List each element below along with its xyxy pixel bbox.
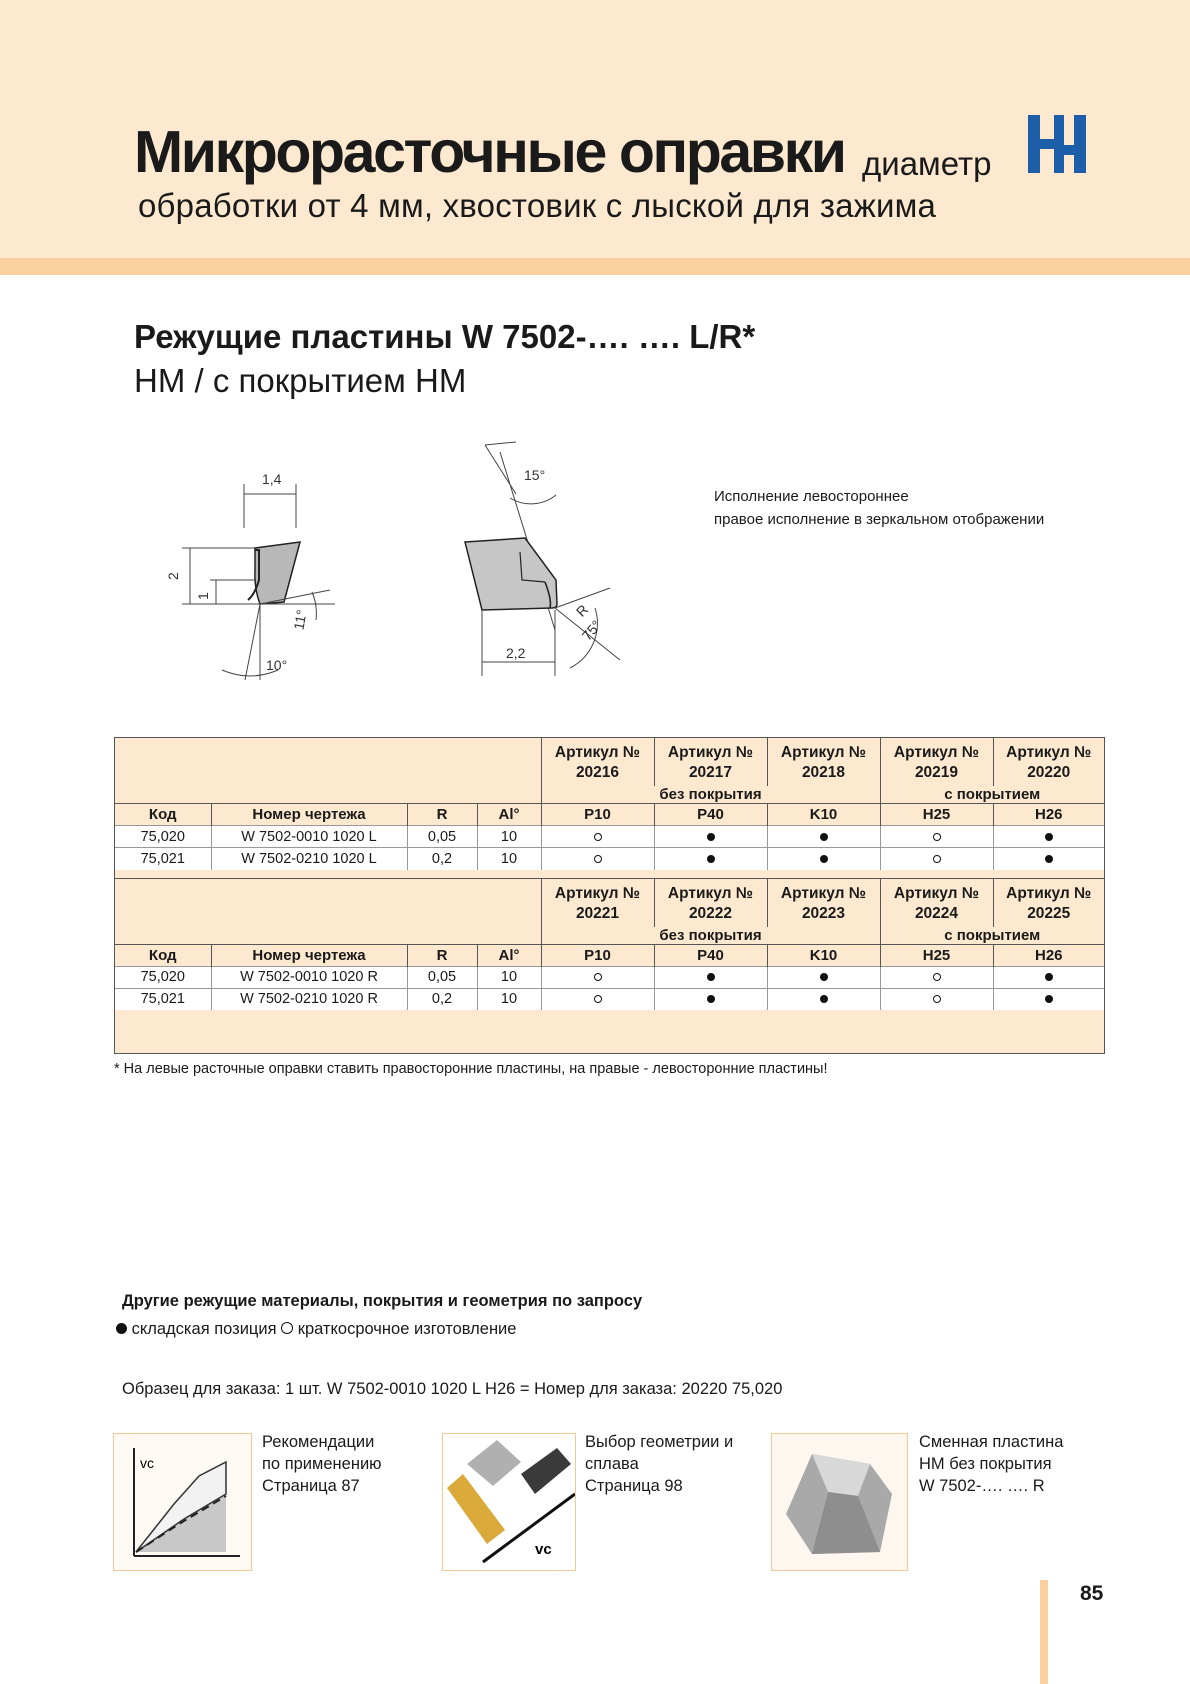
inserts-table-block-left: [115, 738, 1104, 870]
short-term-mark: [594, 973, 602, 981]
col-p40: P40: [654, 944, 767, 966]
short-term-mark: [594, 855, 602, 863]
dim-width-label: 1,4: [262, 471, 282, 487]
col-p10: P10: [541, 944, 654, 966]
table-row: 75,021 W 7502-0210 1020 L 0,2 10: [115, 848, 1104, 870]
col-r: R: [407, 804, 477, 826]
article-header: Артикул № 20218: [767, 738, 880, 786]
stock-mark: [1045, 855, 1053, 863]
col-k10: K10: [767, 804, 880, 826]
reference-recommendations[interactable]: Рекомендации по применению Страница 87: [262, 1433, 382, 1495]
page-title-suffix: диаметр: [862, 145, 992, 182]
article-header: Артикул № 20221: [541, 879, 654, 927]
stock-mark: [820, 833, 828, 841]
orientation-note: Исполнение левостороннее: [714, 488, 909, 505]
group-uncoated: без покрытия: [541, 927, 880, 945]
group-uncoated: без покрытия: [541, 786, 880, 804]
col-al: Al°: [477, 944, 541, 966]
brand-logo-icon: [1028, 115, 1086, 173]
article-header: Артикул № 20216: [541, 738, 654, 786]
dim-radius-label: R: [572, 601, 592, 620]
short-term-mark: [594, 995, 602, 1003]
stock-legend-icon: [116, 1323, 127, 1334]
stock-mark: [707, 995, 715, 1003]
header-divider-strip: [0, 258, 1190, 275]
dim-angle-75-label: 75°: [578, 617, 605, 644]
inserts-table: [114, 737, 1105, 1054]
dim-angle-11-label: 11°: [290, 608, 310, 632]
table-row: 75,020 W 7502-0010 1020 L 0,05 10: [115, 826, 1104, 848]
table-row: 75,021 W 7502-0210 1020 R 0,2 10: [115, 988, 1104, 1010]
short-term-mark: [933, 855, 941, 863]
col-h26: H26: [993, 944, 1104, 966]
reference-replaceable-insert[interactable]: Сменная пластина HM без покрытия W 7502-…. …. R: [919, 1433, 1064, 1495]
group-coated: с покрытием: [880, 786, 1104, 804]
short-term-mark: [594, 833, 602, 841]
article-header: Артикул № 20220: [993, 738, 1104, 786]
dim-angle-15-label: 15°: [524, 467, 546, 483]
article-header: Артикул № 20225: [993, 879, 1104, 927]
other-materials-note: Другие режущие материалы, покрытия и геометрия по запросу: [122, 1292, 643, 1310]
col-h26: H26: [993, 804, 1104, 826]
mirror-note: правое исполнение в зеркальном отображении: [714, 511, 1045, 528]
article-header: Артикул № 20223: [767, 879, 880, 927]
col-code: Код: [115, 944, 211, 966]
legend-short-term-label: краткосрочное изготовление: [297, 1320, 517, 1338]
insert-side-view-drawing: [160, 470, 345, 685]
stock-mark: [707, 973, 715, 981]
col-code: Код: [115, 804, 211, 826]
dim-length-label: 2,2: [506, 645, 526, 661]
article-header: Артикул № 20222: [654, 879, 767, 927]
vc-axis-label: vc: [140, 1455, 154, 1471]
legend: [116, 1320, 516, 1339]
col-p10: P10: [541, 804, 654, 826]
page-number-bar: [1040, 1580, 1048, 1684]
stock-mark: [820, 855, 828, 863]
reference-geometry[interactable]: Выбор геометрии и сплава Страница 98: [585, 1433, 734, 1495]
col-drawing: Номер чертежа: [211, 944, 407, 966]
short-term-legend-icon: [281, 1322, 293, 1334]
stock-mark: [820, 973, 828, 981]
col-drawing: Номер чертежа: [211, 804, 407, 826]
legend-stock-label: складская позиция: [131, 1320, 277, 1338]
stock-mark: [707, 855, 715, 863]
article-header: Артикул № 20219: [880, 738, 993, 786]
insert-photo-thumbnail: [771, 1433, 908, 1571]
short-term-mark: [933, 973, 941, 981]
vc-label: vc: [535, 1541, 552, 1558]
short-term-mark: [933, 833, 941, 841]
col-r: R: [407, 944, 477, 966]
dim-angle-10-label: 10°: [266, 657, 288, 673]
stock-mark: [707, 833, 715, 841]
inserts-table-block-right: [115, 878, 1104, 1010]
geometry-selection-thumbnail: [442, 1433, 576, 1571]
stock-mark: [1045, 973, 1053, 981]
short-term-mark: [933, 995, 941, 1003]
col-h25: H25: [880, 944, 993, 966]
dim-height-2-label: 2: [165, 572, 181, 580]
insert-top-view-drawing: [460, 440, 650, 680]
col-al: Al°: [477, 804, 541, 826]
article-header: Артикул № 20224: [880, 879, 993, 927]
page-title: Микрорасточные оправки: [134, 119, 845, 185]
col-k10: K10: [767, 944, 880, 966]
stock-mark: [820, 995, 828, 1003]
table-footnote: * На левые расточные оправки ставить правосторонние пластины, на правые - левосторонние пластины!: [114, 1061, 828, 1077]
dim-height-1-label: 1: [195, 592, 211, 600]
group-coated: с покрытием: [880, 927, 1104, 945]
page-number: 85: [1080, 1582, 1104, 1605]
page-title-line2: обработки от 4 мм, хвостовик с лыской для зажима: [138, 187, 937, 224]
table-row: 75,020 W 7502-0010 1020 R 0,05 10: [115, 966, 1104, 988]
stock-mark: [1045, 833, 1053, 841]
cutting-speed-chart-thumbnail: [113, 1433, 252, 1571]
section-subtitle: HM / с покрытием HM: [134, 362, 467, 399]
col-p40: P40: [654, 804, 767, 826]
stock-mark: [1045, 995, 1053, 1003]
section-title: Режущие пластины W 7502-…. …. L/R*: [134, 318, 756, 355]
col-h25: H25: [880, 804, 993, 826]
order-example: Образец для заказа: 1 шт. W 7502-0010 1020 L H26 = Номер для заказа: 20220 75,020: [122, 1380, 783, 1398]
article-header: Артикул № 20217: [654, 738, 767, 786]
